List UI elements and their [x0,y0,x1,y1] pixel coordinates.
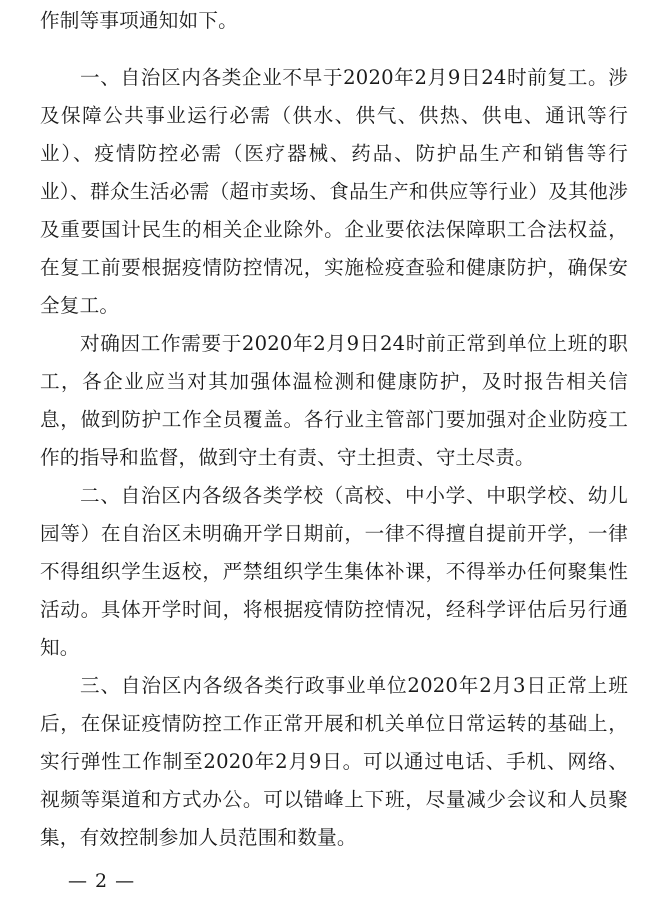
page-number: — 2 — [68,870,136,892]
paragraph-item-one: 一、自治区内各类企业不早于2020年2月9日24时前复工。涉及保障公共事业运行必需（供水、供气、供热、供电、通讯等行业）、疫情防控必需（医疗器械、药品、防护品生产和销售等行业）、群众生活必需（超市卖场、食品生产和供应等行业）及其他涉及重要国计民生的相关企业除外。企业要依法保障职工合法权益，在复工前要根据疫情防控情况，实施检疫查验和健康防护，确保安全复工。 [40,66,628,317]
paragraph-intro-tail: 作制等事项通知如下。 [40,9,238,32]
paragraph-item-three: 三、自治区内各级各类行政事业单位2020年2月3日正常上班后，在保证疫情防控工作正常开展和机关单位日常运转的基础上，实行弹性工作制至2020年2月9日。可以通过电话、手机、网络、视频等渠道和方式办公。可以错峰上下班，尽量减少会议和人员聚集，有效控制参加人员范围和数量。 [40,674,628,849]
paragraph-item-one-continued: 对确因工作需要于2020年2月9日24时前正常到单位上班的职工，各企业应当对其加强体温检测和健康防护，及时报告相关信息，做到防护工作全员覆盖。各行业主管部门要加强对企业防疫工作的指导和监督，做到守土有责、守土担责、守土尽责。 [40,332,628,469]
paragraph-item-two: 二、自治区内各级各类学校（高校、中小学、中职学校、幼儿园等）在自治区未明确开学日期前，一律不得擅自提前开学，一律不得组织学生返校，严禁组织学生集体补课，不得举办任何聚集性活动。具体开学时间，将根据疫情防控情况，经科学评估后另行通知。 [40,484,628,659]
